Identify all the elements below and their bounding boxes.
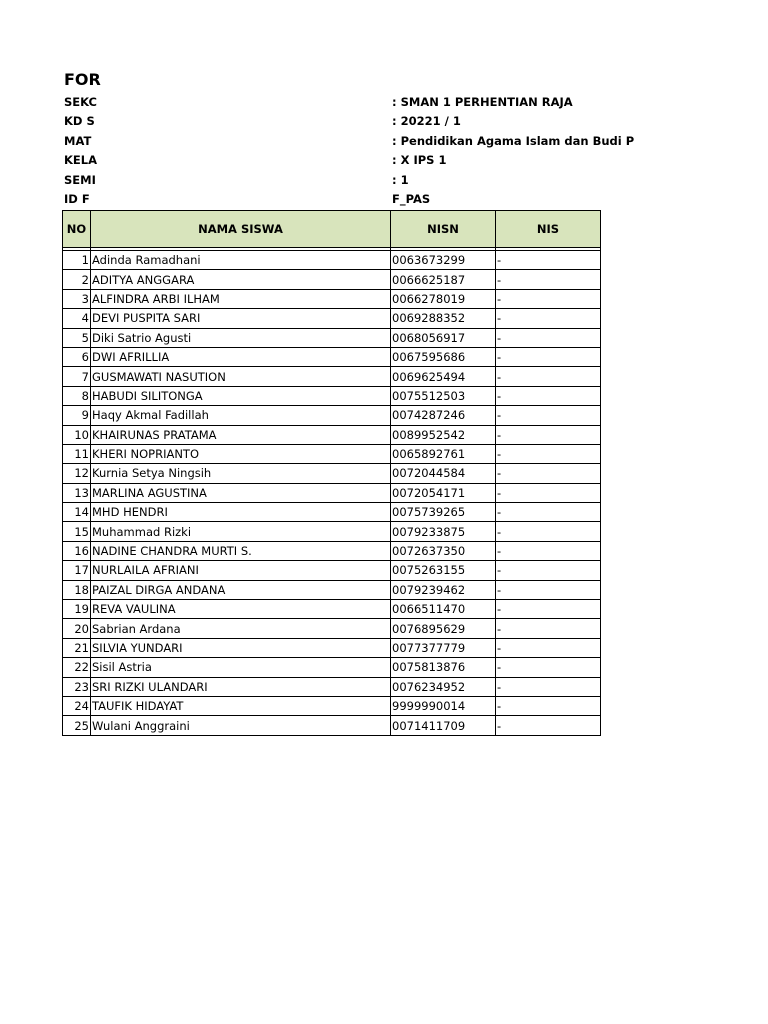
cell-nama-siswa: Sisil Astria [91,658,391,677]
cell-nama-siswa: Diki Satrio Agusti [91,328,391,347]
cell-nisn: 0071411709 [391,716,496,735]
cell-nis: - [496,386,601,405]
cell-no: 22 [63,658,91,677]
cell-nisn: 0077377779 [391,638,496,657]
table-row [63,658,601,677]
cell-no: 10 [63,425,91,444]
table-row [63,638,601,657]
cell-nis: - [496,522,601,541]
cell-nama-siswa: REVA VAULINA [91,600,391,619]
cell-no: 20 [63,619,91,638]
cell-no: 17 [63,561,91,580]
table-row [63,386,601,405]
table-row [63,696,601,715]
cell-nisn: 0072637350 [391,541,496,560]
cell-nama-siswa: GUSMAWATI NASUTION [91,367,391,386]
cell-nama-siswa: ADITYA ANGGARA [91,270,391,289]
table-header-row [63,211,601,248]
cell-no: 25 [63,716,91,735]
meta-label-mata-pelajaran: MAT [64,134,92,148]
cell-nama-siswa: SILVIA YUNDARI [91,638,391,657]
cell-no: 18 [63,580,91,599]
meta-value-semester: : 1 [392,173,409,187]
cell-nisn: 0068056917 [391,328,496,347]
cell-nis: - [496,561,601,580]
cell-nis: - [496,541,601,560]
meta-label-sekolah: SEKC [64,95,97,109]
cell-nisn: 0079239462 [391,580,496,599]
cell-nisn: 0089952542 [391,425,496,444]
meta-label-kelas: KELA [64,153,97,167]
document-title: FOR [64,70,101,89]
cell-nis: - [496,289,601,308]
cell-nama-siswa: NURLAILA AFRIANI [91,561,391,580]
cell-nisn: 0066278019 [391,289,496,308]
table-row [63,444,601,463]
header-nisn: NISN [391,211,496,248]
cell-no: 5 [63,328,91,347]
cell-no: 19 [63,600,91,619]
cell-nis: - [496,483,601,502]
cell-nis: - [496,638,601,657]
header-no: NO [63,211,91,248]
cell-nama-siswa: DEVI PUSPITA SARI [91,309,391,328]
cell-nama-siswa: Sabrian Ardana [91,619,391,638]
cell-no: 21 [63,638,91,657]
cell-nisn: 0075739265 [391,503,496,522]
cell-nisn: 0067595686 [391,347,496,366]
meta-value-sekolah: : SMAN 1 PERHENTIAN RAJA [392,95,573,109]
table-row [63,561,601,580]
meta-value-id-form: F_PAS [392,192,431,206]
cell-nis: - [496,425,601,444]
table-body [63,248,601,736]
cell-nama-siswa: PAIZAL DIRGA ANDANA [91,580,391,599]
table-row [63,328,601,347]
cell-nama-siswa: Muhammad Rizki [91,522,391,541]
cell-nisn: 0069288352 [391,309,496,328]
cell-no: 2 [63,270,91,289]
cell-no: 16 [63,541,91,560]
cell-nis: - [496,619,601,638]
cell-nama-siswa: MHD HENDRI [91,503,391,522]
cell-no: 8 [63,386,91,405]
cell-nama-siswa: KHERI NOPRIANTO [91,444,391,463]
cell-nis: - [496,367,601,386]
table-row [63,503,601,522]
table-row [63,600,601,619]
table-row [63,716,601,735]
header-nama-siswa: NAMA SISWA [91,211,391,248]
cell-no: 14 [63,503,91,522]
cell-nama-siswa: MARLINA AGUSTINA [91,483,391,502]
meta-value-kd-semester: : 20221 / 1 [392,114,461,128]
header-nis: NIS [496,211,601,248]
table-row [63,309,601,328]
cell-nis: - [496,658,601,677]
cell-nama-siswa: Kurnia Setya Ningsih [91,464,391,483]
cell-nisn: 0075813876 [391,658,496,677]
cell-nis: - [496,251,601,270]
table-row [63,406,601,425]
cell-nama-siswa: TAUFIK HIDAYAT [91,696,391,715]
meta-label-id-form: ID F [64,192,90,206]
cell-nisn: 0069625494 [391,367,496,386]
cell-nis: - [496,270,601,289]
table-row [63,483,601,502]
cell-nama-siswa: DWI AFRILLIA [91,347,391,366]
cell-nama-siswa: SRI RIZKI ULANDARI [91,677,391,696]
cell-nisn: 0072044584 [391,464,496,483]
cell-no: 23 [63,677,91,696]
table-row [63,541,601,560]
meta-value-kelas: : X IPS 1 [392,153,447,167]
cell-nis: - [496,406,601,425]
table-row [63,347,601,366]
cell-nisn: 0075512503 [391,386,496,405]
cell-nis: - [496,309,601,328]
cell-no: 13 [63,483,91,502]
table-row [63,580,601,599]
cell-no: 4 [63,309,91,328]
cell-nama-siswa: Adinda Ramadhani [91,251,391,270]
cell-nama-siswa: Wulani Anggraini [91,716,391,735]
cell-nama-siswa: HABUDI SILITONGA [91,386,391,405]
cell-nama-siswa: NADINE CHANDRA MURTI S. [91,541,391,560]
cell-nama-siswa: KHAIRUNAS PRATAMA [91,425,391,444]
cell-nisn: 9999990014 [391,696,496,715]
cell-no: 9 [63,406,91,425]
table-row [63,464,601,483]
cell-nisn: 0063673299 [391,251,496,270]
cell-no: 1 [63,251,91,270]
table-row [63,367,601,386]
table-row [63,270,601,289]
table-row [63,289,601,308]
cell-nis: - [496,580,601,599]
cell-nis: - [496,600,601,619]
cell-no: 3 [63,289,91,308]
cell-no: 6 [63,347,91,366]
table-row [63,619,601,638]
cell-nis: - [496,696,601,715]
cell-nama-siswa: ALFINDRA ARBI ILHAM [91,289,391,308]
cell-nisn: 0066625187 [391,270,496,289]
cell-no: 12 [63,464,91,483]
cell-nisn: 0066511470 [391,600,496,619]
cell-nisn: 0074287246 [391,406,496,425]
cell-nisn: 0072054171 [391,483,496,502]
meta-label-kd-semester: KD S [64,114,95,128]
cell-nis: - [496,503,601,522]
cell-nis: - [496,464,601,483]
cell-nis: - [496,677,601,696]
table-row [63,251,601,270]
cell-nis: - [496,716,601,735]
cell-no: 11 [63,444,91,463]
student-table [62,210,601,736]
cell-nis: - [496,444,601,463]
cell-nisn: 0075263155 [391,561,496,580]
cell-nis: - [496,347,601,366]
cell-nisn: 0079233875 [391,522,496,541]
cell-nis: - [496,328,601,347]
cell-no: 24 [63,696,91,715]
cell-no: 15 [63,522,91,541]
table-row [63,677,601,696]
table-row [63,425,601,444]
cell-no: 7 [63,367,91,386]
cell-nisn: 0065892761 [391,444,496,463]
meta-value-mata-pelajaran: : Pendidikan Agama Islam dan Budi P [392,134,635,148]
cell-nisn: 0076895629 [391,619,496,638]
meta-label-semester: SEMI [64,173,96,187]
cell-nisn: 0076234952 [391,677,496,696]
table-row [63,522,601,541]
cell-nama-siswa: Haqy Akmal Fadillah [91,406,391,425]
